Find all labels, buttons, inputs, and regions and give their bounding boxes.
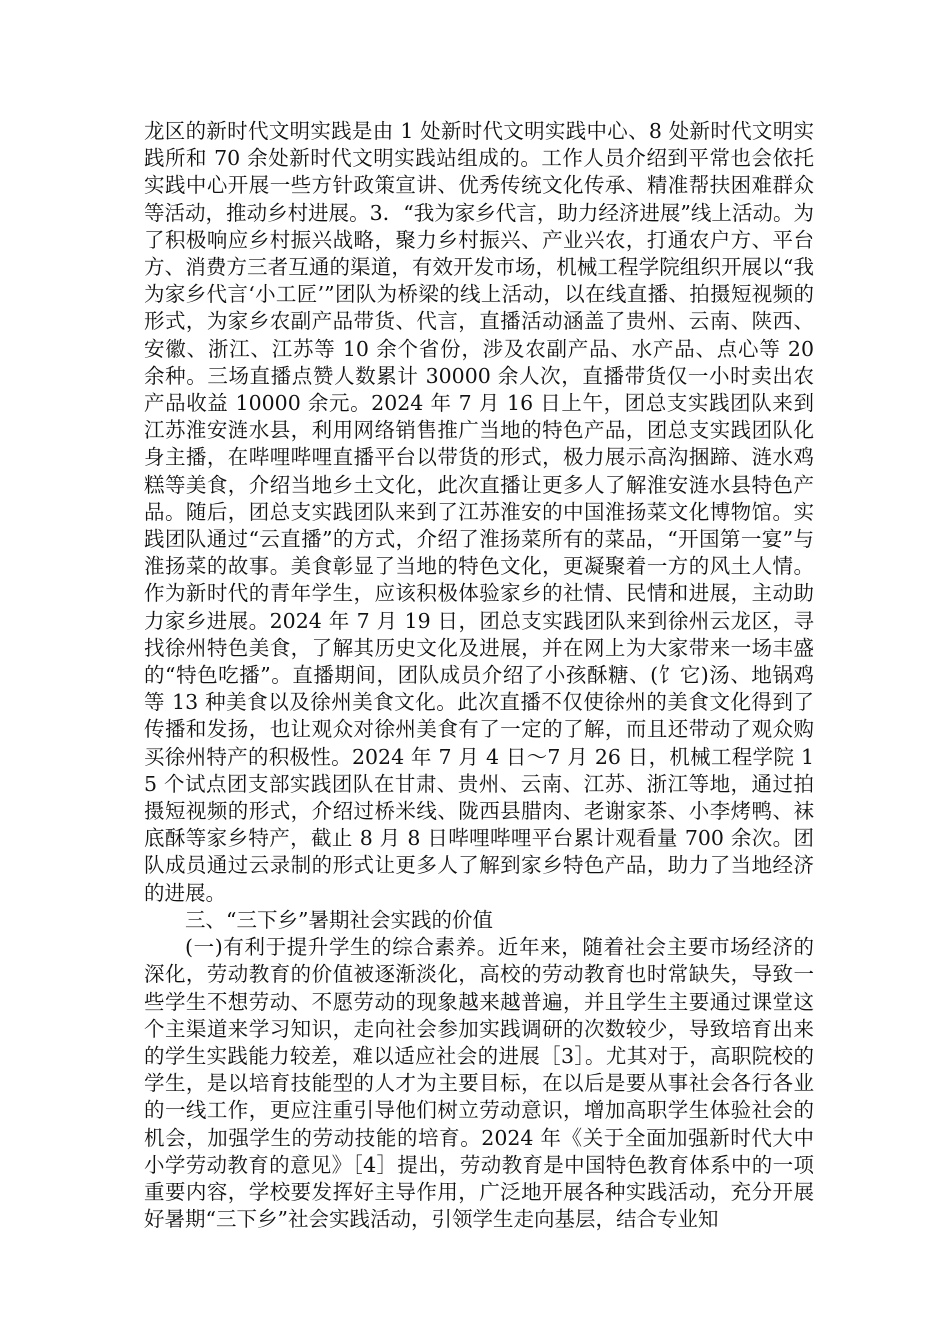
section-heading-value: 三、“三下乡”暑期社会实践的价值: [185, 907, 493, 932]
body-paragraph-student-literacy: (一)有利于提升学生的综合素养。近年来，随着社会主要市场经济的深化，劳动教育的价值被逐渐淡化，高校的劳动教育也时常缺失，导致一些学生不想劳动、不愿劳动的现象越来越普遍，并且学生主要通过课堂这个主渠道来学习知识，走向社会参加实践调研的次数较少，导致培育出来的学生实践能力较差，难以适应社会的进展［3］。尤其对于，高职院校的学生，是以培育技能型的人才为主要目标，在以后是要从事社会各行各业的一线工作，更应注重引导他们树立劳动意识，增加高职学生体验社会的机会，加强学生的劳动技能的培育。2024 年《关于全面加强新时代大中小学劳动教育的意见》［4］提出，劳动教育是中国特色教育体系中的一项重要内容，学校要发挥好主导作用，广泛地开展各种实践活动，充分开展好暑期“三下乡”社会实践活动，引领学生走向基层，结合专业知: [144, 935, 814, 1232]
body-paragraph-practice-activities: 龙区的新时代文明实践是由 1 处新时代文明实践中心、8 处新时代文明实践所和 70 余处新时代文明实践站组成的。工作人员介绍到平常也会依托实践中心开展一些方针政策宣讲、优秀传统文化传承、精准帮扶困难群众等活动，推动乡村进展。3．“我为家乡代言，助力经济进展”线上活动。为了积极响应乡村振兴战略，聚力乡村振兴、产业兴农，打通农户方、平台方、消费方三者互通的渠道，有效开发市场，机械工程学院组织开展以“我为家乡代言‘小工匠’”团队为桥梁的线上活动，以在线直播、拍摄短视频的形式，为家乡农副产品带货、代言，直播活动涵盖了贵州、云南、陕西、安徽、浙江、江苏等 10 余个省份，涉及农副产品、水产品、点心等 20 余种。三场直播点赞人数累计 30000 余人次，直播带货仅一小时卖出农产品收益 10000 余元。2024 年 7 月 16 日上午，团总支实践团队来到江苏淮安涟水县，利用网络销售推广当地的特色产品，团总支实践团队化身主播，在哔哩哔哩直播平台以带货的形式，极力展示高沟捆蹄、涟水鸡糕等美食，介绍当地乡土文化，此次直播让更多人了解淮安涟水县特色产品。随后，团总支实践团队来到了江苏淮安的中国淮扬菜文化博物馆。实践团队通过“云直播”的方式，介绍了淮扬菜所有的菜品，“开国第一宴”与淮扬菜的故事。美食彰显了当地的特色文化，更凝聚着一方的风土人情。作为新时代的青年学生，应该积极体验家乡的社情、民情和进展，主动助力家乡进展。2024 年 7 月 19 日，团总支实践团队来到徐州云龙区，寻找徐州特色美食，了解其历史文化及进展，并在网上为大家带来一场丰盛的“特色吃播”。直播期间，团队成员介绍了小孩酥糖、(饣它)汤、地锅鸡等 13 种美食以及徐州美食文化。此次直播不仅使徐州的美食文化得到了传播和发扬，也让观众对徐州美食有了一定的了解，而且还带动了观众购买徐州特产的积极性。2024 年 7 月 4 日～7 月 26 日，机械工程学院 15 个试点团支部实践团队在甘肃、贵州、云南、江苏、浙江等地，通过拍摄短视频的形式，介绍过桥米线、陇西县腊肉、老谢家茶、小李烤鸭、袜底酥等家乡特产，截止 8 月 8 日哔哩哔哩平台累计观看量 700 余次。团队成员通过云录制的形式让更多人了解到家乡特色产品，助力了当地经济的进展。: [144, 119, 814, 905]
document-page: [144, 118, 814, 1233]
